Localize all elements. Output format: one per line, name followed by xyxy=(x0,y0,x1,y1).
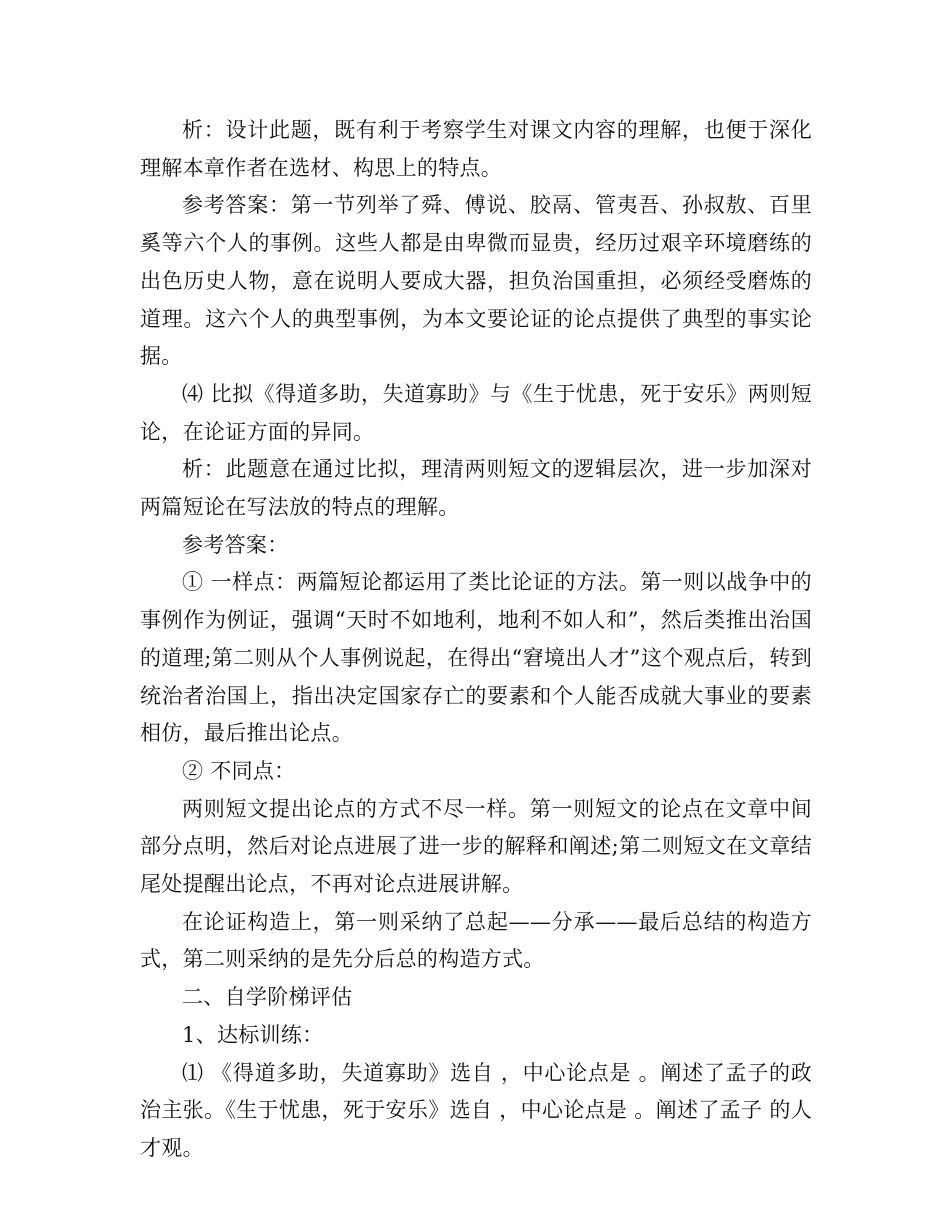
differences-paragraph-1: 两则短文提出论点的方式不尽一样。第一则短文的论点在文章中间部分点明，然后对论点进展了进一步的解释和阐述;第二则短文在文章结尾处提醒出论点，不再对论点进展讲解。 xyxy=(140,796,812,897)
analysis-paragraph-1: 析：设计此题，既有利于考察学生对课文内容的理解，也便于深化理解本章作者在选材、构思上的特点。 xyxy=(140,118,812,180)
document-body xyxy=(140,112,812,1168)
question-4-paragraph: ⑷ 比拟《得道多助，失道寡助》与《生于忧患，死于安乐》两则短论，在论证方面的异同。 xyxy=(140,381,812,444)
exercise-paragraph: ⑴ 《得道多助，失道寡助》选自 ，中心论点是 。阐述了孟子的政治主张。《生于忧患，死于安乐》选自 ，中心论点是 。阐述了孟子 的人才观。 xyxy=(140,1060,812,1160)
analysis-paragraph-2: 析：此题意在通过比拟，理清两则短文的逻辑层次，进一步加深对两篇短论在写法放的特点的理解。 xyxy=(140,457,812,520)
section-heading: 二、自学阶梯评估 xyxy=(182,985,353,1010)
answer-heading: 参考答案： xyxy=(182,532,289,557)
differences-heading: ② 不同点： xyxy=(182,758,296,783)
answer-paragraph-1: 参考答案：第一节列举了舜、傅说、胶鬲、管夷吾、孙叔敖、百里奚等六个人的事例。这些人都是由卑微而显贵，经历过艰辛环境磨练的出色历史人物，意在说明人要成大器，担负治国重担，必须经受磨炼的道理。这六个人的典型事例，为本文要论证的论点提供了典型的事实论据。 xyxy=(140,193,812,369)
differences-paragraph-2: 在论证构造上，第一则采纳了总起——分承——最后总结的构造方式，第二则采纳的是先分后总的构造方式。 xyxy=(140,909,812,972)
similarities-paragraph: ① 一样点：两篇短论都运用了类比论证的方法。第一则以战争中的事例作为例证，强调“天时不如地利，地利不如人和”，然后类推出治国的道理;第二则从个人事例说起，在得出“窘境出人才”这个观点后，转到统治者治国上，指出决定国家存亡的要素和个人能否成就大事业的要素相仿，最后推出论点。 xyxy=(140,570,812,746)
subsection-heading: 1、达标训练： xyxy=(182,1022,324,1047)
